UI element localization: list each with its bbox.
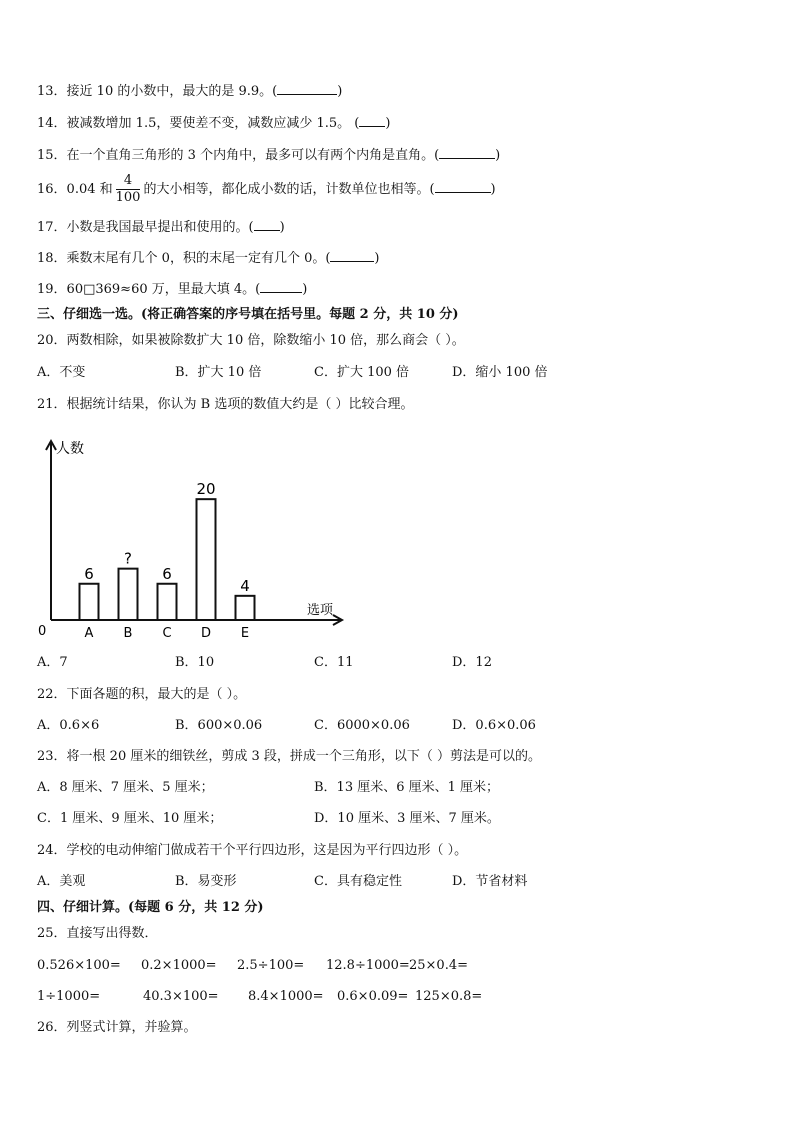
section-4-heading: 四、仔细计算。(每题 6 分，共 12 分) (37, 900, 264, 915)
x-tick-label: D (200, 626, 212, 641)
option-c[interactable]: C．11 (314, 655, 354, 670)
calc-item: 1÷1000= (37, 989, 101, 1004)
calc-item: 25×0.4= (409, 958, 469, 973)
question-13-text: 13．接近 10 的小数中，最大的是 9.9。( (37, 84, 278, 99)
option-c[interactable]: C．扩大 100 倍 (314, 365, 410, 380)
origin-label: 0 (38, 624, 47, 639)
option-d[interactable]: D．缩小 100 倍 (452, 365, 548, 380)
paren-close: ) (495, 148, 501, 163)
option-c[interactable]: C．具有稳定性 (314, 874, 402, 889)
answer-blank[interactable] (330, 249, 374, 262)
bar (197, 499, 216, 620)
question-13 (37, 82, 342, 101)
calc-item: 0.2×1000= (141, 958, 217, 973)
bar (158, 584, 177, 620)
option-c[interactable]: C．1 厘米、9 厘米、10 厘米； (37, 811, 223, 826)
bar-value-label: 6 (162, 564, 172, 583)
option-d[interactable]: D．12 (452, 655, 492, 670)
chart-bars (80, 480, 255, 641)
bar-value-label: 20 (196, 480, 216, 499)
option-d[interactable]: D．节省材料 (452, 874, 528, 889)
calc-item: 8.4×1000= (248, 989, 324, 1004)
bar (80, 584, 99, 620)
y-axis-label: 人数 (56, 441, 84, 457)
calc-item: 0.526×100= (37, 958, 121, 973)
x-tick-label: E (240, 626, 250, 641)
answer-blank[interactable] (260, 280, 302, 293)
question-14-text: 14．被减数增加 1.5，要使差不变，减数应减少 1.5。 ( (37, 116, 360, 131)
fraction-denominator: 100 (115, 190, 141, 205)
bar-value-label: ? (124, 549, 132, 568)
question-19 (37, 280, 307, 299)
paren-close: ) (374, 251, 380, 266)
question-24: 24．学校的电动伸缩门做成若干个平行四边形，这是因为平行四边形（ ）。 (37, 843, 468, 858)
option-b[interactable]: B．10 (175, 655, 215, 670)
option-b[interactable]: B．扩大 10 倍 (175, 365, 262, 380)
option-d[interactable]: D．0.6×0.06 (452, 718, 536, 733)
question-18 (37, 249, 380, 268)
fraction-numerator: 4 (116, 173, 141, 190)
paren-close: ) (385, 116, 391, 131)
question-22: 22．下面各题的积，最大的是（ ）。 (37, 687, 247, 702)
paren-close: ) (337, 84, 343, 99)
question-25: 25．直接写出得数． (37, 926, 158, 941)
paren-close: ) (490, 182, 496, 197)
x-tick-label: A (84, 626, 94, 641)
calc-item: 0.6×0.09= (337, 989, 409, 1004)
x-tick-label: C (162, 626, 172, 641)
calc-item: 2.5÷100= (237, 958, 305, 973)
paren-close: ) (279, 220, 285, 235)
question-16-text-post: 的大小相等，都化成小数的话，计数单位也相等。( (143, 182, 435, 197)
bar-chart (30, 425, 370, 645)
calc-item: 40.3×100= (143, 989, 219, 1004)
question-23: 23．将一根 20 厘米的细铁丝，剪成 3 段，拼成一个三角形，以下（ ）剪法是可以的。 (37, 749, 542, 764)
option-a[interactable]: A．8 厘米、7 厘米、5 厘米； (37, 780, 214, 795)
option-a[interactable]: A．7 (37, 655, 68, 670)
option-a[interactable]: A．不变 (37, 365, 86, 380)
question-26: 26．列竖式计算，并验算。 (37, 1020, 197, 1035)
question-21: 21．根据统计结果，你认为 B 选项的数值大约是（ ）比较合理。 (37, 397, 414, 412)
bar-value-label: 4 (240, 576, 250, 595)
calc-item: 125×0.8= (415, 989, 483, 1004)
question-17 (37, 218, 285, 237)
question-17-text: 17．小数是我国最早提出和使用的。( (37, 220, 254, 235)
option-d[interactable]: D．10 厘米、3 厘米、7 厘米。 (314, 811, 500, 826)
bar (119, 569, 138, 620)
answer-blank[interactable] (359, 114, 385, 127)
paren-close: ) (302, 282, 308, 297)
question-15-text: 15．在一个直角三角形的 3 个内角中，最多可以有两个内角是直角。( (37, 148, 440, 163)
option-b[interactable]: B．600×0.06 (175, 718, 263, 733)
fraction (116, 173, 141, 206)
question-19-text: 19．60□369≈60 万，里最大填 4。( (37, 282, 261, 297)
x-axis-label: 选项 (307, 603, 334, 618)
question-16-text-pre: 16．0.04 和 (37, 182, 113, 197)
section-3-heading: 三、仔细选一选。(将正确答案的序号填在括号里。每题 2 分，共 10 分) (37, 307, 459, 322)
question-15 (37, 146, 500, 165)
bar-value-label: 6 (84, 564, 94, 583)
question-14 (37, 114, 390, 133)
option-b[interactable]: B．易变形 (175, 874, 237, 889)
question-18-text: 18．乘数末尾有几个 0，积的末尾一定有几个 0。( (37, 251, 331, 266)
answer-blank[interactable] (254, 218, 280, 231)
option-c[interactable]: C．6000×0.06 (314, 718, 410, 733)
answer-blank[interactable] (439, 146, 495, 159)
x-tick-label: B (123, 626, 133, 641)
option-b[interactable]: B．13 厘米、6 厘米、1 厘米； (314, 780, 500, 795)
bar (236, 596, 255, 620)
question-16 (37, 172, 496, 208)
question-20: 20．两数相除，如果被除数扩大 10 倍，除数缩小 10 倍，那么商会（ ）。 (37, 333, 465, 348)
calc-item: 12.8÷1000= (326, 958, 410, 973)
answer-blank[interactable] (435, 180, 491, 193)
option-a[interactable]: A．0.6×6 (37, 718, 100, 733)
option-a[interactable]: A．美观 (37, 874, 86, 889)
answer-blank[interactable] (277, 82, 337, 95)
